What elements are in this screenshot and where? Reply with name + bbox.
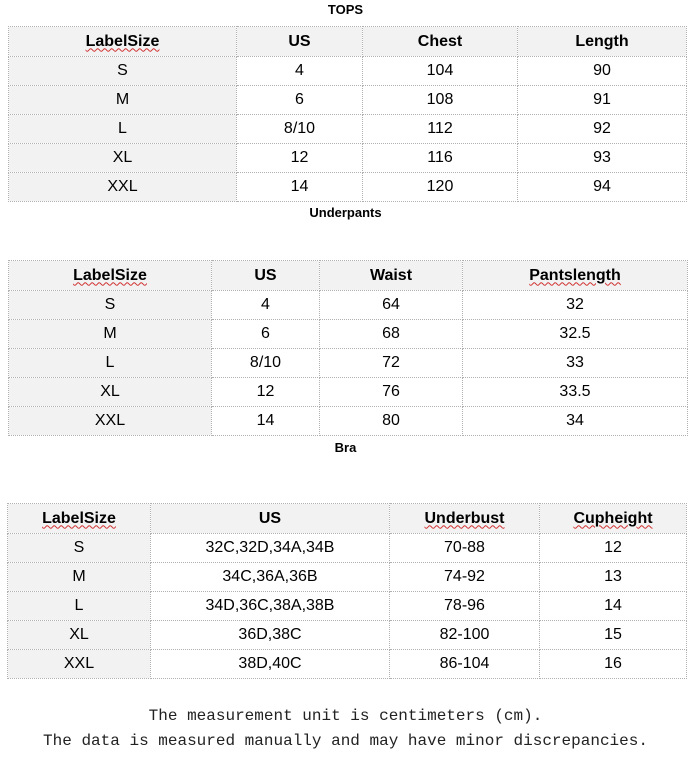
table-row	[9, 144, 687, 173]
bra-title: Bra	[334, 440, 357, 455]
size-cell: M	[8, 563, 151, 592]
length-cell: 91	[518, 86, 687, 115]
table-row	[8, 563, 687, 592]
us-cell: 12	[237, 144, 363, 173]
underpants-size-table	[8, 260, 688, 436]
waist-cell: 76	[320, 378, 463, 407]
column-header-length: Length	[518, 27, 687, 57]
pants-length-cell: 32	[463, 291, 688, 320]
us-cell: 36D,38C	[151, 621, 390, 650]
bra-size-table	[7, 503, 687, 679]
column-header-us: US	[151, 504, 390, 534]
waist-cell: 68	[320, 320, 463, 349]
us-cell: 4	[212, 291, 320, 320]
us-cell: 14	[237, 173, 363, 202]
size-cell: M	[9, 86, 237, 115]
column-header-chest: Chest	[363, 27, 518, 57]
us-cell: 34D,36C,38A,38B	[151, 592, 390, 621]
pants-length-cell: 33.5	[463, 378, 688, 407]
waist-cell: 64	[320, 291, 463, 320]
size-cell: XXL	[9, 173, 237, 202]
cup-height-cell: 15	[540, 621, 687, 650]
table-row	[8, 592, 687, 621]
size-cell: S	[9, 291, 212, 320]
column-header-label-size: LabelSize	[9, 261, 212, 291]
table-row	[8, 534, 687, 563]
table-row	[8, 650, 687, 679]
table-header-row	[9, 261, 688, 291]
cup-height-cell: 16	[540, 650, 687, 679]
chest-cell: 108	[363, 86, 518, 115]
size-cell: L	[9, 349, 212, 378]
tops-title: TOPS	[327, 2, 364, 17]
us-cell: 6	[237, 86, 363, 115]
column-header-waist: Waist	[320, 261, 463, 291]
measurement-unit-note: The measurement unit is centimeters (cm).	[148, 707, 543, 725]
waist-cell: 80	[320, 407, 463, 436]
us-cell: 38D,40C	[151, 650, 390, 679]
us-cell: 8/10	[212, 349, 320, 378]
column-header-label-size: LabelSize	[9, 27, 237, 57]
column-header-underbust: Underbust	[390, 504, 540, 534]
underpants-title: Underpants	[309, 205, 382, 220]
size-cell: XL	[9, 144, 237, 173]
size-cell: XL	[8, 621, 151, 650]
size-cell: S	[8, 534, 151, 563]
column-header-label-size: LabelSize	[8, 504, 151, 534]
size-cell: XXL	[9, 407, 212, 436]
size-cell: XXL	[8, 650, 151, 679]
size-cell: S	[9, 57, 237, 86]
size-cell: L	[8, 592, 151, 621]
length-cell: 92	[518, 115, 687, 144]
column-header-us: US	[212, 261, 320, 291]
measurement-disclaimer-note: The data is measured manually and may have minor discrepancies.	[43, 732, 648, 750]
table-header-row	[8, 504, 687, 534]
table-row	[8, 621, 687, 650]
pants-length-cell: 33	[463, 349, 688, 378]
length-cell: 90	[518, 57, 687, 86]
underbust-cell: 86-104	[390, 650, 540, 679]
waist-cell: 72	[320, 349, 463, 378]
underbust-cell: 78-96	[390, 592, 540, 621]
underbust-cell: 74-92	[390, 563, 540, 592]
table-row	[9, 86, 687, 115]
underbust-cell: 70-88	[390, 534, 540, 563]
chest-cell: 120	[363, 173, 518, 202]
size-cell: M	[9, 320, 212, 349]
chest-cell: 116	[363, 144, 518, 173]
us-cell: 32C,32D,34A,34B	[151, 534, 390, 563]
us-cell: 6	[212, 320, 320, 349]
size-cell: XL	[9, 378, 212, 407]
table-row	[9, 173, 687, 202]
us-cell: 4	[237, 57, 363, 86]
tops-size-table	[8, 26, 687, 202]
chest-cell: 104	[363, 57, 518, 86]
pants-length-cell: 32.5	[463, 320, 688, 349]
cup-height-cell: 13	[540, 563, 687, 592]
us-cell: 12	[212, 378, 320, 407]
table-row	[9, 320, 688, 349]
pants-length-cell: 34	[463, 407, 688, 436]
table-row	[9, 378, 688, 407]
chest-cell: 112	[363, 115, 518, 144]
us-cell: 8/10	[237, 115, 363, 144]
underbust-cell: 82-100	[390, 621, 540, 650]
cup-height-cell: 14	[540, 592, 687, 621]
cup-height-cell: 12	[540, 534, 687, 563]
table-header-row	[9, 27, 687, 57]
table-row	[9, 57, 687, 86]
column-header-pants-length: Pantslength	[463, 261, 688, 291]
table-row	[9, 115, 687, 144]
table-row	[9, 349, 688, 378]
column-header-us: US	[237, 27, 363, 57]
table-row	[9, 407, 688, 436]
column-header-cup-height: Cupheight	[540, 504, 687, 534]
length-cell: 93	[518, 144, 687, 173]
table-row	[9, 291, 688, 320]
size-cell: L	[9, 115, 237, 144]
us-cell: 34C,36A,36B	[151, 563, 390, 592]
us-cell: 14	[212, 407, 320, 436]
length-cell: 94	[518, 173, 687, 202]
